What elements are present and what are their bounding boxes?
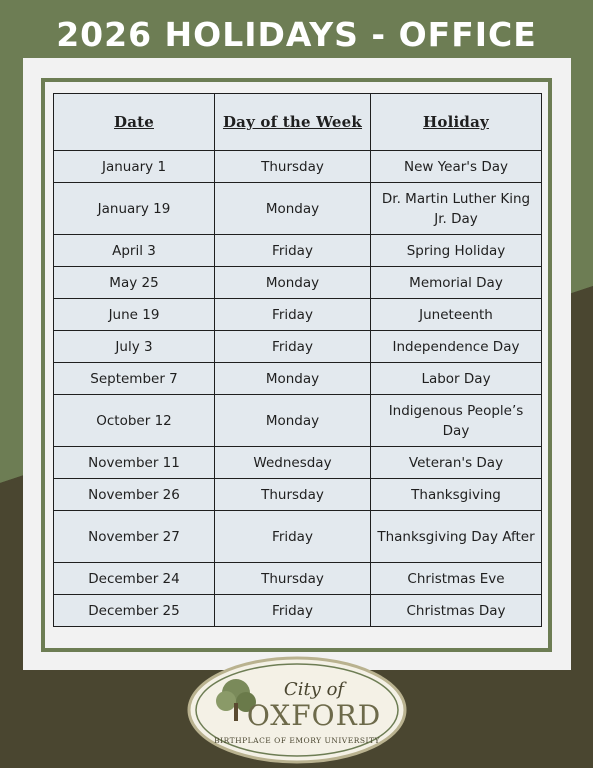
page-title: 2026 HOLIDAYS - OFFICE bbox=[56, 15, 537, 54]
cell-date: November 11 bbox=[54, 447, 215, 479]
cell-date: November 26 bbox=[54, 479, 215, 511]
cell-day: Friday bbox=[215, 299, 371, 331]
table-row bbox=[54, 395, 542, 447]
header-date: Date bbox=[54, 94, 215, 151]
table-row bbox=[54, 299, 542, 331]
logo-city-of: City of bbox=[283, 679, 345, 700]
table-row bbox=[54, 479, 542, 511]
cell-day: Friday bbox=[215, 595, 371, 627]
cell-holiday: Memorial Day bbox=[371, 267, 542, 299]
table-row bbox=[54, 363, 542, 395]
cell-day: Friday bbox=[215, 511, 371, 563]
cell-holiday: New Year's Day bbox=[371, 151, 542, 183]
cell-day: Thursday bbox=[215, 151, 371, 183]
cell-holiday: Thanksgiving bbox=[371, 479, 542, 511]
cell-holiday: Dr. Martin Luther King Jr. Day bbox=[371, 183, 542, 235]
cell-date: October 12 bbox=[54, 395, 215, 447]
cell-day: Thursday bbox=[215, 563, 371, 595]
cell-day: Friday bbox=[215, 235, 371, 267]
cell-day: Monday bbox=[215, 183, 371, 235]
table-row bbox=[54, 595, 542, 627]
cell-date: November 27 bbox=[54, 511, 215, 563]
cell-date: June 19 bbox=[54, 299, 215, 331]
table-row bbox=[54, 183, 542, 235]
table-row bbox=[54, 235, 542, 267]
cell-date: May 25 bbox=[54, 267, 215, 299]
cell-day: Friday bbox=[215, 331, 371, 363]
holiday-table bbox=[53, 93, 542, 627]
cell-holiday: Veteran's Day bbox=[371, 447, 542, 479]
cell-date: January 19 bbox=[54, 183, 215, 235]
table-row bbox=[54, 447, 542, 479]
cell-holiday: Christmas Day bbox=[371, 595, 542, 627]
table-row bbox=[54, 511, 542, 563]
cell-date: December 25 bbox=[54, 595, 215, 627]
cell-holiday: Labor Day bbox=[371, 363, 542, 395]
cell-day: Monday bbox=[215, 267, 371, 299]
cell-day: Monday bbox=[215, 363, 371, 395]
cell-holiday: Christmas Eve bbox=[371, 563, 542, 595]
cell-date: December 24 bbox=[54, 563, 215, 595]
logo-tagline: BIRTHPLACE OF EMORY UNIVERSITY bbox=[214, 736, 380, 745]
cell-date: January 1 bbox=[54, 151, 215, 183]
table-row bbox=[54, 151, 542, 183]
table-header-row bbox=[54, 94, 542, 151]
cell-date: September 7 bbox=[54, 363, 215, 395]
table-row bbox=[54, 267, 542, 299]
cell-holiday: Indigenous People’s Day bbox=[371, 395, 542, 447]
table-row bbox=[54, 331, 542, 363]
city-of-oxford-logo bbox=[186, 655, 408, 765]
header-day-of-week: Day of the Week bbox=[215, 94, 371, 151]
cell-holiday: Spring Holiday bbox=[371, 235, 542, 267]
cell-holiday: Thanksgiving Day After bbox=[371, 511, 542, 563]
cell-date: April 3 bbox=[54, 235, 215, 267]
cell-holiday: Independence Day bbox=[371, 331, 542, 363]
header-holiday: Holiday bbox=[371, 94, 542, 151]
cell-day: Monday bbox=[215, 395, 371, 447]
table-row bbox=[54, 563, 542, 595]
logo-oxford: OXFORD bbox=[246, 699, 382, 732]
cell-holiday: Juneteenth bbox=[371, 299, 542, 331]
cell-day: Wednesday bbox=[215, 447, 371, 479]
cell-date: July 3 bbox=[54, 331, 215, 363]
cell-day: Thursday bbox=[215, 479, 371, 511]
